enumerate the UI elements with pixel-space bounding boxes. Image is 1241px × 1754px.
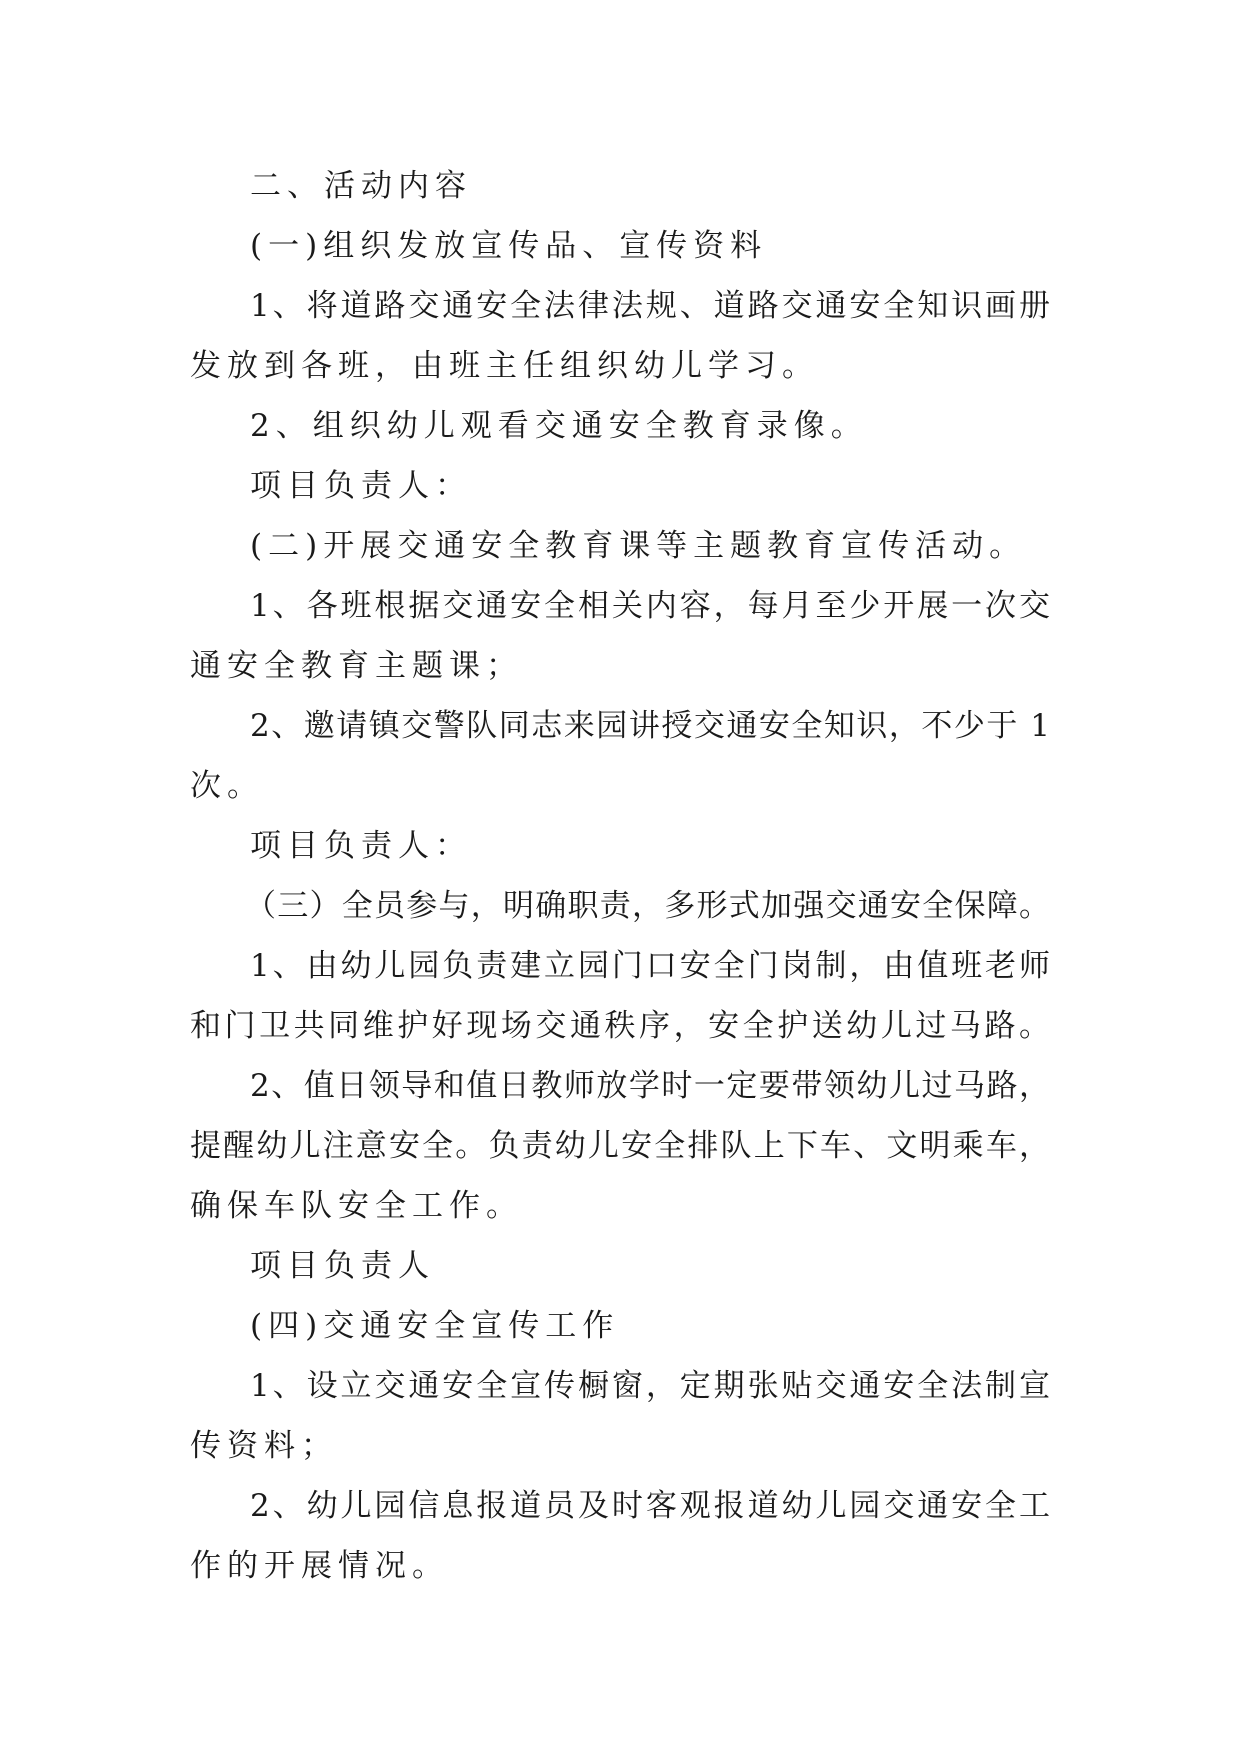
paragraph-line: 发放到各班，由班主任组织幼儿学习。 bbox=[190, 348, 819, 384]
subsection-heading: （三）全员参与，明确职责，多形式加强交通安全保障。 bbox=[245, 888, 1050, 924]
project-lead-label: 项目负责人 bbox=[250, 1248, 435, 1284]
section-heading: 二、活动内容 bbox=[250, 168, 472, 204]
subsection-heading: (二)开展交通安全教育课等主题教育宣传活动。 bbox=[250, 528, 1027, 564]
paragraph-line: 2、幼儿园信息报道员及时客观报道幼儿园交通安全工 bbox=[250, 1488, 1050, 1524]
paragraph-line: 1、各班根据交通安全相关内容，每月至少开展一次交 bbox=[250, 588, 1050, 624]
paragraph-line: 提醒幼儿注意安全。负责幼儿安全排队上下车、文明乘车， bbox=[190, 1128, 1050, 1164]
paragraph-line: 确保车队安全工作。 bbox=[190, 1188, 523, 1224]
project-lead-label: 项目负责人： bbox=[250, 828, 472, 864]
paragraph-line: 2、邀请镇交警队同志来园讲授交通安全知识，不少于 1 bbox=[250, 708, 1050, 744]
paragraph-line: 1、设立交通安全宣传橱窗，定期张贴交通安全法制宣 bbox=[250, 1368, 1050, 1404]
project-lead-label: 项目负责人： bbox=[250, 468, 472, 504]
paragraph-line: 1、将道路交通安全法律法规、道路交通安全知识画册 bbox=[250, 288, 1050, 324]
subsection-heading: (一)组织发放宣传品、宣传资料 bbox=[250, 228, 768, 264]
paragraph-line: 和门卫共同维护好现场交通秩序，安全护送幼儿过马路。 bbox=[190, 1008, 1050, 1044]
paragraph-line: 2、组织幼儿观看交通安全教育录像。 bbox=[250, 408, 868, 444]
paragraph-line: 通安全教育主题课； bbox=[190, 648, 523, 684]
paragraph-line: 次。 bbox=[190, 768, 264, 804]
paragraph-line: 作的开展情况。 bbox=[190, 1548, 449, 1584]
paragraph-line: 传资料； bbox=[190, 1428, 338, 1464]
paragraph-line: 1、由幼儿园负责建立园门口安全门岗制，由值班老师 bbox=[250, 948, 1050, 984]
subsection-heading: (四)交通安全宣传工作 bbox=[250, 1308, 620, 1344]
paragraph-line: 2、值日领导和值日教师放学时一定要带领幼儿过马路， bbox=[250, 1068, 1050, 1104]
